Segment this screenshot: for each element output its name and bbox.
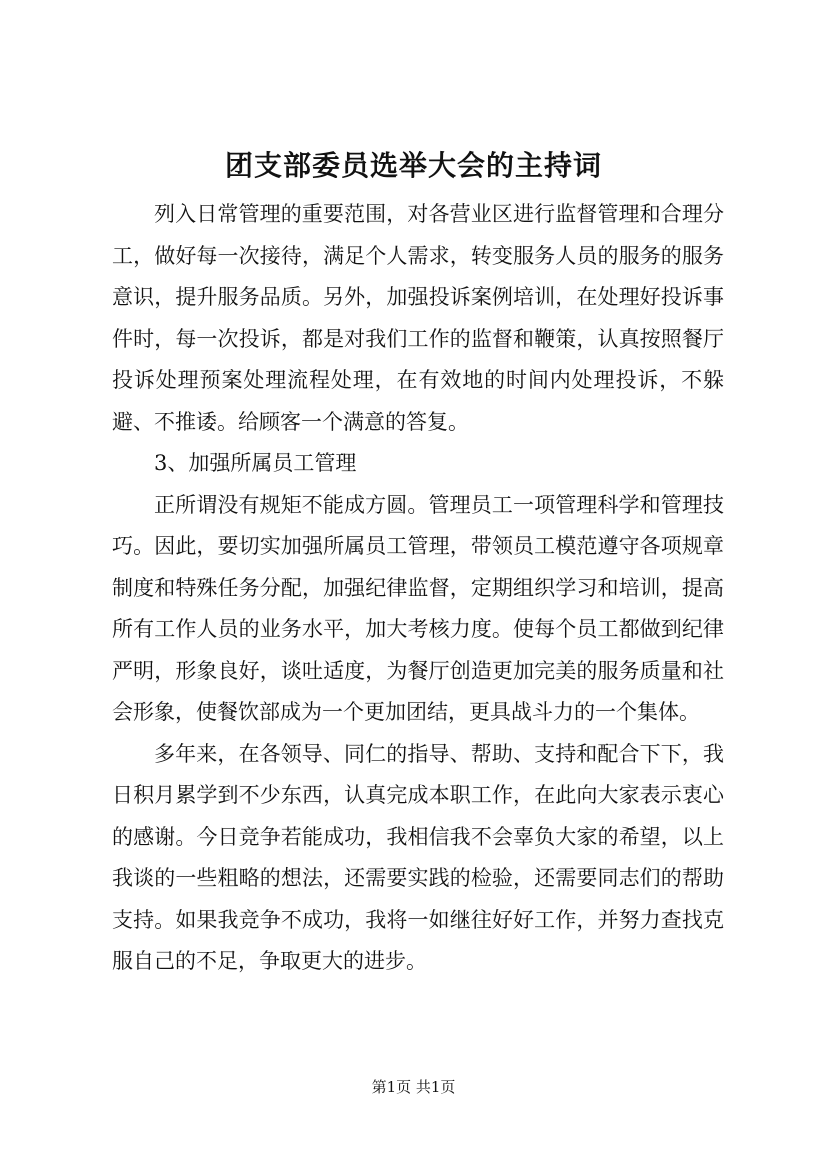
paragraph-service-management: 列入日常管理的重要范围，对各营业区进行监督管理和合理分工，做好每一次接待，满足个人需求，转变服务人员的服务的服务意识，提升服务品质。另外，加强投诉案例培训，在处理好投诉事件时，每一次投诉，都是对我们工作的监督和鞭策，认真按照餐厅投诉处理预案处理流程处理，在有效地的时间内处理投诉，不躲避、不推诿。给顾客一个满意的答复。 <box>112 202 724 434</box>
paragraph-closing-remarks: 多年来，在各领导、同仁的指导、帮助、支持和配合下下，我日积月累学到不少东西，认真完成本职工作，在此向大家表示衷心的感谢。今日竞争若能成功，我相信我不会辜负大家的希望，以上我谈的一些粗略的想法，还需要实践的检验，还需要同志们的帮助支持。如果我竞争不成功，我将一如继往好好工作，并努力查找克服自己的不足，争取更大的进步。 <box>112 741 724 973</box>
section-heading-staff-management: 3、加强所属员工管理 <box>154 451 357 475</box>
page-footer: 第1页 共1页 <box>371 1078 456 1096</box>
paragraph-staff-management: 正所谓没有规矩不能成方圆。管理员工一项管理科学和管理技巧。因此，要切实加强所属员工管理，带领员工模范遵守各项规章制度和特殊任务分配，加强纪律监督，定期组织学习和培训，提高所有工作人员的业务水平，加大考核力度。使每个员工都做到纪律严明，形象良好，谈吐适度，为餐厅创造更加完美的服务质量和社会形象，使餐饮部成为一个更加团结，更具战斗力的一个集体。 <box>112 492 724 724</box>
document-body <box>112 194 724 983</box>
document-title: 团支部委员选举大会的主持词 <box>224 149 602 182</box>
